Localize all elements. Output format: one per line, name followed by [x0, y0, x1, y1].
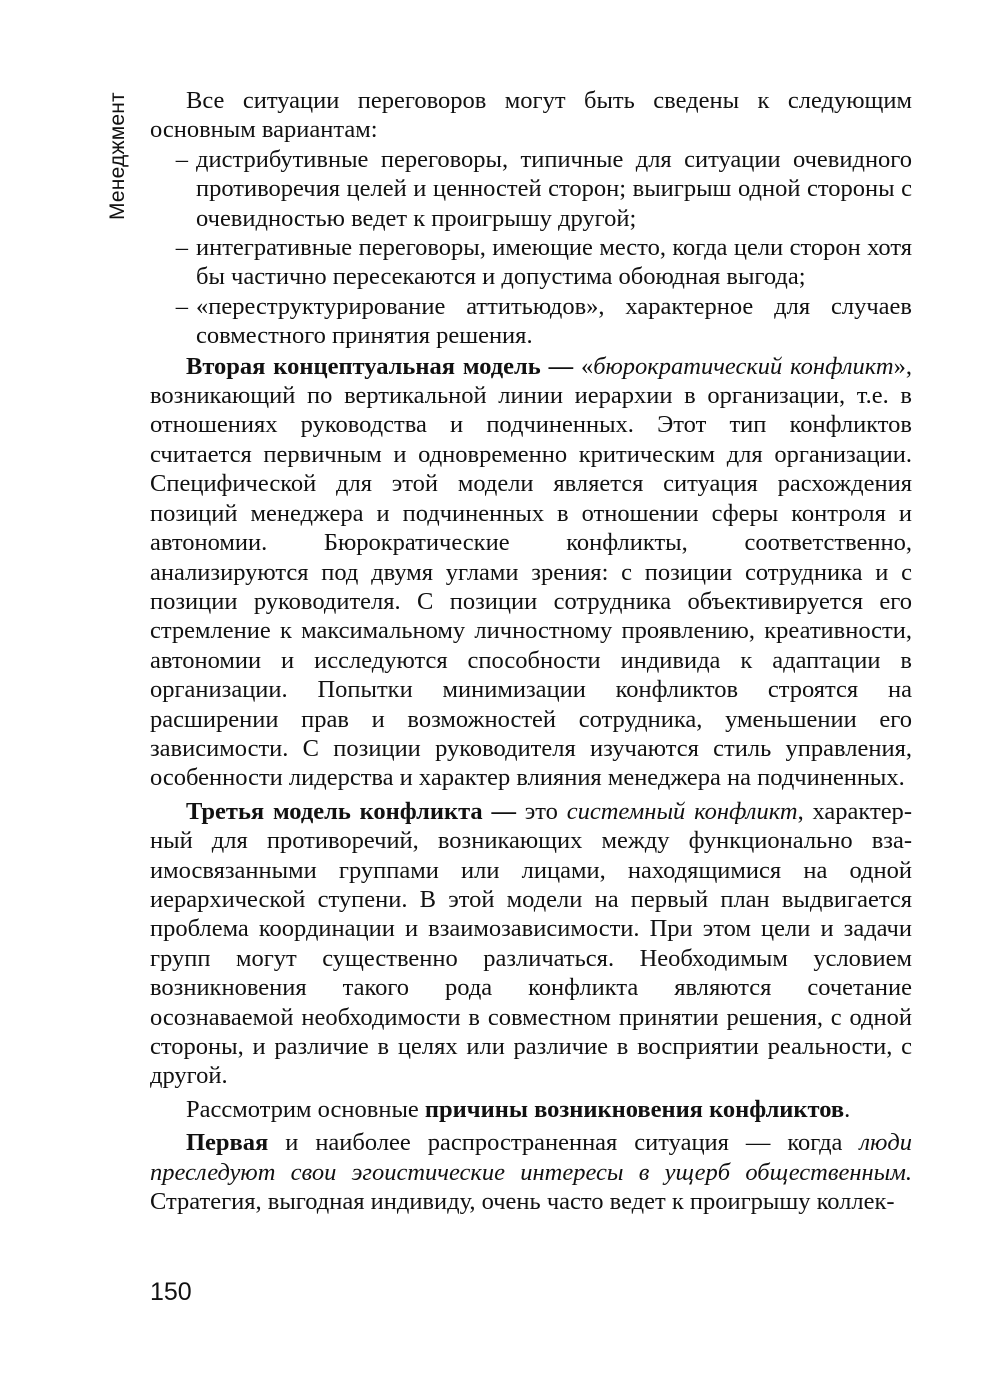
- negotiation-variants-list: [150, 145, 912, 351]
- running-head: Менеджмент: [106, 92, 129, 220]
- third-model-term: системный конфликт: [566, 797, 798, 825]
- causes-heading: причины возникновения конфликтов: [424, 1095, 845, 1123]
- list-item: – интегративные переговоры, имеющие место, когда цели сторон хотя бы частично пересекаются и допустима обоюдная выгода;: [175, 234, 912, 291]
- dash-marker: –: [175, 145, 188, 173]
- first-cause-heading: Первая: [186, 1129, 269, 1157]
- second-model-term: бюрократический конфликт: [593, 352, 894, 380]
- second-model-paragraph: Вторая концептуальная модель — «бюрократический конфликт», возникающий по вертикальной линии иерархии в организации, т.е. в отношениях руководства и подчиненных. Этот тип конфликтов считается первичным и одновременно критическим для организации. Специфической для этой модели является ситуация расхождения позиций менеджера и подчиненных в отношении сферы контроля и автономии. Бюрократические конфликты, соответственно, анализируются под двумя углами зрения: с позиции сотрудника и с позиции руководителя. С позиции сотрудника объективируется его стремление к максимальному личностному проявлению, креативности, автономии и исследуются способности индивида к адаптации в организации. Попытки минимизации конфликтов строятся на расширении прав и возможностей сотрудника, уменьшении его зависимости. С позиции руководителя изучаются стиль управления, особенности лидерства и характер влияния менеджера на подчиненных.: [150, 352, 912, 792]
- body-text: [150, 86, 912, 1216]
- page-number: 150: [150, 1278, 192, 1306]
- list-item: – дистрибутивные переговоры, типичные для ситуации очевидного противоречия целей и ценностей сторон; выигрыш одной стороны с очевидностью ведет к проигрышу другой;: [175, 145, 912, 232]
- list-item: – «переструктурирование аттитьюдов», характерное для случаев совместного принятия решения.: [175, 292, 912, 350]
- third-model-heading: Третья модель конфликта —: [186, 797, 516, 825]
- third-model-paragraph: Третья модель конфликта — это системный конфликт, характерный для противоречий, возникающих между функционально взаимосвязанными группами или лицами, находящимися на одной иерархической ступени. В этой модели на первый план выдвигается проблема координации и взаимозависимости. При этом цели и задачи групп могут существенно различаться. Необходимым условием возникновения такого рода конфликта являются сочетание осознаваемой необходимости в совместном принятии решения, с одной стороны, и различие в целях или различие в восприятии реальности, с другой.: [150, 797, 912, 1090]
- dash-marker: –: [175, 234, 188, 262]
- second-model-heading: Вторая концептуальная модель —: [186, 352, 574, 380]
- first-cause-paragraph: Первая и наиболее распространенная ситуация — когда люди преследуют свои эгоистические интересы в ущерб общественным. Стратегия, выгодная индивиду, очень часто ведет к проигрышу коллек-: [150, 1129, 912, 1216]
- intro-paragraph: Все ситуации переговоров могут быть сведены к следующим основным вариантам:: [150, 87, 912, 144]
- first-cause-emphasis: люди преследуют свои эгоистические интересы в ущерб общественным.: [150, 1129, 912, 1186]
- dash-marker: –: [175, 292, 188, 320]
- causes-intro-paragraph: Рассмотрим основные причины возникновения конфликтов.: [186, 1095, 851, 1123]
